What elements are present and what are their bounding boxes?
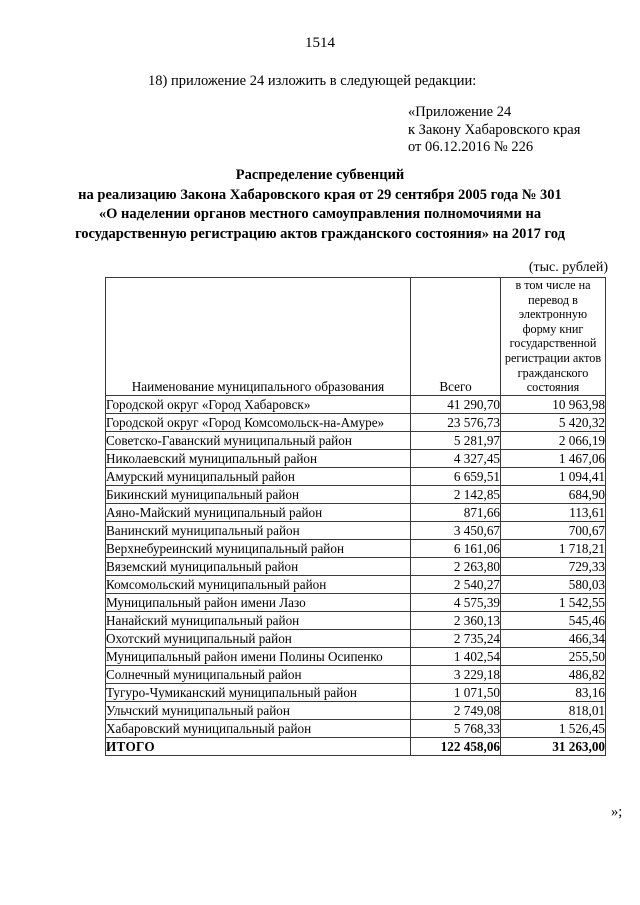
cell-total-amount: 4 327,45 <box>411 449 501 467</box>
subventions-table-wrapper <box>105 277 605 756</box>
document-title-line-3: «О наделении органов местного самоуправления полномочиями на <box>98 206 542 222</box>
column-header-electronic-conversion: в том числе на перевод в электронную форму книг государственной регистрации актов гражданского состояния <box>501 278 606 396</box>
cell-electronic-conversion-amount: 580,03 <box>501 575 606 593</box>
cell-electronic-conversion-amount: 1 526,45 <box>501 719 606 737</box>
table-total-row <box>106 737 606 755</box>
cell-total-amount: 2 540,27 <box>411 575 501 593</box>
cell-municipality-name: Солнечный муниципальный район <box>106 665 411 683</box>
cell-municipality-name: Вяземский муниципальный район <box>106 557 411 575</box>
cell-municipality-name: ИТОГО <box>106 737 411 755</box>
cell-total-amount: 4 575,39 <box>411 593 501 611</box>
cell-municipality-name: Муниципальный район имени Лазо <box>106 593 411 611</box>
cell-municipality-name: Амурский муниципальный район <box>106 467 411 485</box>
cell-electronic-conversion-amount: 113,61 <box>501 503 606 521</box>
units-note: (тыс. рублей) <box>528 260 608 275</box>
cell-electronic-conversion-amount: 545,46 <box>501 611 606 629</box>
cell-total-amount: 871,66 <box>411 503 501 521</box>
cell-electronic-conversion-amount: 1 094,41 <box>501 467 606 485</box>
appendix-reference-line-3: от 06.12.2016 № 226 <box>408 139 534 155</box>
cell-electronic-conversion-amount: 83,16 <box>501 683 606 701</box>
table-header-row <box>106 278 606 396</box>
cell-total-amount: 2 142,85 <box>411 485 501 503</box>
cell-total-amount: 41 290,70 <box>411 395 501 413</box>
appendix-reference-block <box>408 104 580 157</box>
cell-electronic-conversion-amount: 10 963,98 <box>501 395 606 413</box>
cell-electronic-conversion-amount: 700,67 <box>501 521 606 539</box>
table-row <box>106 485 606 503</box>
cell-municipality-name: Николаевский муниципальный район <box>106 449 411 467</box>
table-row <box>106 611 606 629</box>
cell-total-amount: 6 161,06 <box>411 539 501 557</box>
cell-electronic-conversion-amount: 729,33 <box>501 557 606 575</box>
table-row <box>106 683 606 701</box>
cell-electronic-conversion-amount: 31 263,00 <box>501 737 606 755</box>
cell-total-amount: 1 402,54 <box>411 647 501 665</box>
cell-total-amount: 2 749,08 <box>411 701 501 719</box>
subventions-table <box>105 277 606 756</box>
cell-electronic-conversion-amount: 1 718,21 <box>501 539 606 557</box>
intro-paragraph: 18) приложение 24 изложить в следующей редакции: <box>148 73 477 89</box>
cell-municipality-name: Ванинский муниципальный район <box>106 521 411 539</box>
table-header <box>106 278 606 396</box>
table-row <box>106 647 606 665</box>
cell-total-amount: 5 768,33 <box>411 719 501 737</box>
table-row <box>106 665 606 683</box>
cell-municipality-name: Хабаровский муниципальный район <box>106 719 411 737</box>
document-title-line-1: Распределение субвенций <box>235 167 405 183</box>
table-row <box>106 431 606 449</box>
cell-municipality-name: Советско-Гаванский муниципальный район <box>106 431 411 449</box>
cell-total-amount: 2 735,24 <box>411 629 501 647</box>
document-title <box>0 166 640 244</box>
cell-electronic-conversion-amount: 5 420,32 <box>501 413 606 431</box>
cell-total-amount: 3 450,67 <box>411 521 501 539</box>
table-row <box>106 719 606 737</box>
cell-total-amount: 2 263,80 <box>411 557 501 575</box>
cell-electronic-conversion-amount: 486,82 <box>501 665 606 683</box>
table-row <box>106 557 606 575</box>
cell-electronic-conversion-amount: 818,01 <box>501 701 606 719</box>
table-body <box>106 395 606 755</box>
cell-municipality-name: Аяно-Майский муниципальный район <box>106 503 411 521</box>
table-row <box>106 701 606 719</box>
cell-total-amount: 23 576,73 <box>411 413 501 431</box>
cell-municipality-name: Охотский муниципальный район <box>106 629 411 647</box>
cell-electronic-conversion-amount: 466,34 <box>501 629 606 647</box>
table-row <box>106 539 606 557</box>
cell-municipality-name: Комсомольский муниципальный район <box>106 575 411 593</box>
cell-municipality-name: Бикинский муниципальный район <box>106 485 411 503</box>
closing-quote-mark: »; <box>611 804 623 820</box>
cell-electronic-conversion-amount: 1 467,06 <box>501 449 606 467</box>
cell-municipality-name: Городской округ «Город Комсомольск-на-Амуре» <box>106 413 411 431</box>
cell-municipality-name: Верхнебуреинский муниципальный район <box>106 539 411 557</box>
cell-total-amount: 6 659,51 <box>411 467 501 485</box>
cell-municipality-name: Тугуро-Чумиканский муниципальный район <box>106 683 411 701</box>
document-title-line-4: государственную регистрацию актов гражданского состояния» на 2017 год <box>75 225 565 242</box>
cell-municipality-name: Муниципальный район имени Полины Осипенко <box>106 647 411 665</box>
column-header-total: Всего <box>411 278 501 396</box>
column-header-name: Наименование муниципального образования <box>106 278 411 396</box>
cell-municipality-name: Городской округ «Город Хабаровск» <box>106 395 411 413</box>
table-row <box>106 395 606 413</box>
cell-electronic-conversion-amount: 684,90 <box>501 485 606 503</box>
page-number: 1514 <box>305 35 335 51</box>
appendix-reference-line-2: к Закону Хабаровского края <box>408 121 581 138</box>
cell-municipality-name: Ульчский муниципальный район <box>106 701 411 719</box>
table-row <box>106 449 606 467</box>
appendix-reference-line-1: «Приложение 24 <box>408 104 512 120</box>
table-row <box>106 503 606 521</box>
table-row <box>106 629 606 647</box>
table-row <box>106 593 606 611</box>
cell-total-amount: 1 071,50 <box>411 683 501 701</box>
cell-electronic-conversion-amount: 1 542,55 <box>501 593 606 611</box>
document-title-line-2: на реализацию Закона Хабаровского края от 29 сентября 2005 года № 301 <box>78 186 562 203</box>
table-row <box>106 521 606 539</box>
cell-electronic-conversion-amount: 2 066,19 <box>501 431 606 449</box>
cell-total-amount: 122 458,06 <box>411 737 501 755</box>
table-row <box>106 413 606 431</box>
cell-municipality-name: Нанайский муниципальный район <box>106 611 411 629</box>
table-row <box>106 575 606 593</box>
cell-total-amount: 2 360,13 <box>411 611 501 629</box>
cell-total-amount: 3 229,18 <box>411 665 501 683</box>
cell-electronic-conversion-amount: 255,50 <box>501 647 606 665</box>
cell-total-amount: 5 281,97 <box>411 431 501 449</box>
table-row <box>106 467 606 485</box>
